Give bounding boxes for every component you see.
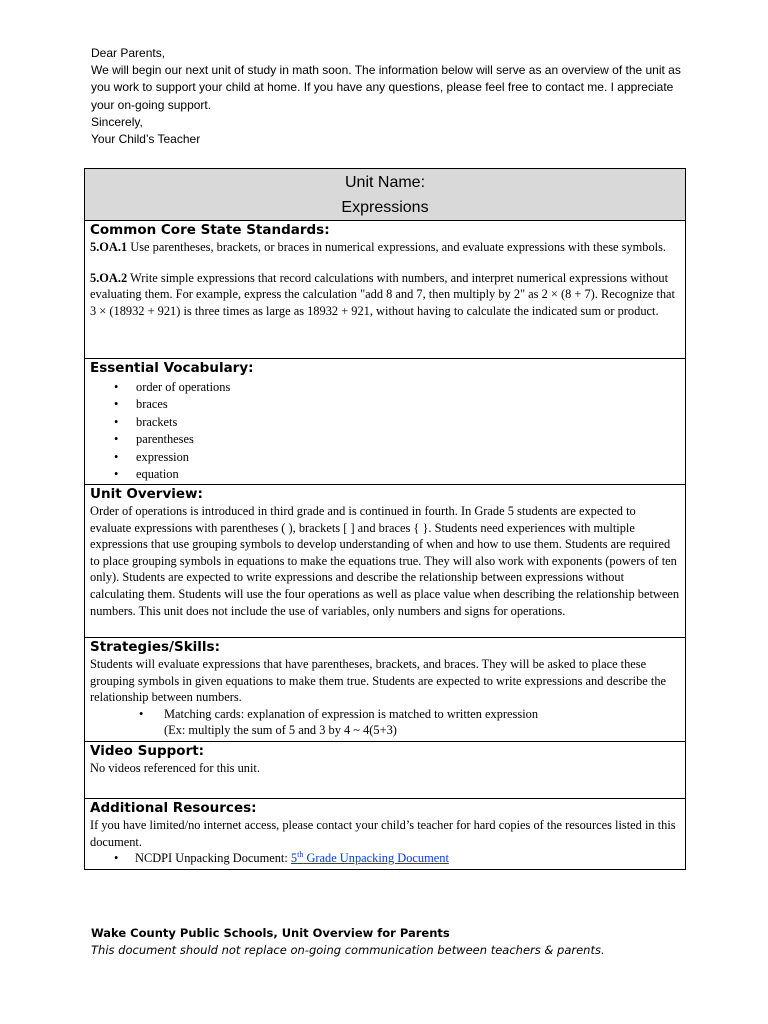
standard-code: 5.OA.2: [90, 270, 128, 285]
vocabulary-section: [85, 359, 686, 485]
letter-body: We will begin our next unit of study in math soon. The information below will serve as an overview of the unit as you work to support your child at home. If you have any questions, please feel free to contact me. I appreciate your on-going support.: [91, 63, 681, 112]
letter-signature: Your Child’s Teacher: [91, 132, 201, 147]
bullet-icon: •: [139, 706, 144, 721]
video-heading: Video Support:: [90, 743, 205, 759]
standards-heading: Common Core State Standards:: [90, 222, 330, 238]
letter-closing: Sincerely,: [91, 114, 143, 129]
overview-heading: Unit Overview:: [90, 486, 203, 502]
vocabulary-item: • braces: [136, 396, 680, 413]
skills-text: Students will evaluate expressions that have parentheses, brackets, and braces. They will be asked to place these grouping symbols in given equations to make them true. Students are expected to write expressions and describe the relationship between numbers.: [90, 657, 667, 705]
skills-heading: Strategies/Skills:: [90, 639, 220, 655]
skills-bullet-line2: (Ex: multiply the sum of 5 and 3 by 4 ~ 4(5+3): [164, 723, 397, 738]
bullet-icon: •: [114, 432, 119, 447]
unit-name-header: [85, 169, 686, 221]
footer-title: Wake County Public Schools, Unit Overview for Parents: [91, 926, 450, 940]
standard-item: [90, 239, 680, 256]
overview-section: [85, 485, 686, 638]
standards-section: [85, 221, 686, 359]
skills-bullet-line1: Matching cards: explanation of expression is matched to written expression: [164, 706, 539, 721]
bullet-icon: •: [114, 380, 119, 394]
video-text: No videos referenced for this unit.: [90, 761, 260, 775]
footer: [91, 925, 711, 959]
letter-greeting: Dear Parents,: [91, 46, 166, 60]
resources-item-label: NCDPI Unpacking Document:: [135, 851, 291, 866]
overview-text: Order of operations is introduced in third grade and is continued in fourth. In Grade 5 students are expected to evaluate expressions with parentheses ( ), brackets [ ] and braces { }. Students need experiences with multiple expressions that use grouping symbols to develop understanding of when and how to use them. Students are required to place grouping symbols in equations to make the equations true. They will also work with exponents (powers of ten only). Students are expected to write expressions and describe the relationship between expressions without calculating them. Students will use the four operations as well as place value when describing the relationship between numbers. This unit does not include the use of variables, only numbers and signs for operations.: [90, 504, 680, 618]
bullet-icon: •: [114, 414, 119, 429]
unit-overview-table: [84, 168, 686, 870]
unit-name: Expressions: [341, 199, 429, 216]
resources-heading: Additional Resources:: [90, 800, 257, 816]
vocabulary-item: • expression: [136, 449, 680, 466]
vocabulary-item: • equation: [136, 466, 680, 483]
bullet-icon: •: [114, 397, 119, 412]
standard-item: [90, 270, 680, 320]
parent-letter: [91, 45, 691, 148]
bullet-icon: •: [114, 467, 119, 482]
footer-note: This document should not replace on-going communication between teachers & parents.: [91, 943, 605, 957]
video-section: [85, 742, 686, 799]
bullet-icon: •: [114, 449, 119, 464]
skills-bullet-item: [90, 706, 680, 739]
bullet-icon: •: [114, 851, 119, 866]
vocabulary-item: • order of operations: [136, 379, 680, 396]
unpacking-document-link[interactable]: 5th Grade Unpacking Document: [290, 850, 449, 866]
vocabulary-item: • parentheses: [136, 431, 680, 448]
standard-text: Use parentheses, brackets, or braces in numerical expressions, and evaluate expressions with these symbols.: [127, 240, 667, 254]
resources-item: [90, 850, 680, 867]
skills-section: [85, 638, 686, 742]
vocabulary-list: [90, 379, 680, 483]
standard-code: 5.OA.1: [90, 240, 128, 254]
resources-section: [85, 799, 686, 870]
vocabulary-heading: Essential Vocabulary:: [90, 360, 254, 376]
vocabulary-item: • brackets: [136, 414, 680, 431]
resources-text: If you have limited/no internet access, please contact your child’s teacher for hard copies of the resources listed in this document.: [90, 818, 676, 849]
standard-text: Write simple expressions that record calculations with numbers, and interpret numerical expressions without evaluating them. For example, express the calculation "add 8 and 7, then multiply by 2" as 2 × (8 + 7). Recognize that 3 × (18932 + 921) is three times as large as 18932 + 921, without having to calculate the indicated sum or product.: [90, 270, 675, 318]
unit-name-label: Unit Name:: [344, 174, 426, 191]
